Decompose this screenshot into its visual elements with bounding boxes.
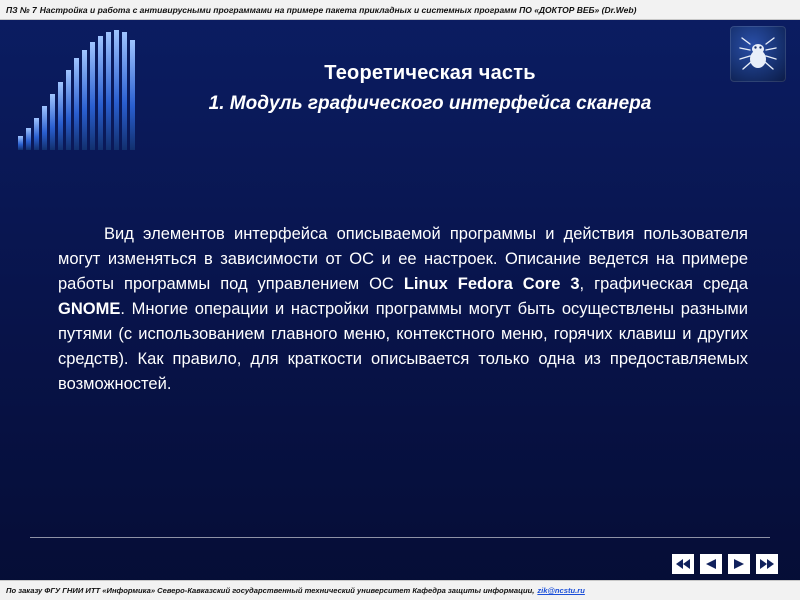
slide-navigation [672,554,778,574]
header-bar [0,0,800,20]
last-slide-button[interactable] [756,554,778,574]
footer-bar [0,580,800,600]
decorative-bar [26,128,31,150]
lesson-label: ПЗ № 7 [6,4,37,15]
decorative-bar [90,42,95,150]
first-slide-button[interactable] [672,554,694,574]
decorative-bar [50,94,55,150]
footer-text: По заказу ФГУ ГНИИ ИТТ «Информика» Северо-Кавказский государственный технический университет Кафедра защиты информации, [6,586,535,595]
body-env-name: GNOME [58,300,121,318]
decorative-bar [74,58,79,150]
decorative-bar [18,136,23,150]
next-slide-button[interactable] [728,554,750,574]
body-os-name: Linux Fedora Core 3 [403,275,580,293]
heading-line-1: Теоретическая часть [324,62,536,84]
decorative-bar [82,50,87,150]
body-part-1: Вид элементов интерфейса описываемой программы и действия пользователя могут изменяться в зависимости от ОС и ее настроек. Описание ведется на примере работы программы под управлением ОС [58,225,748,293]
decorative-bar [58,82,63,150]
slide-heading [120,62,740,115]
decorative-bar [42,106,47,150]
decorative-bar [114,30,119,150]
previous-slide-button[interactable] [700,554,722,574]
decorative-bar [66,70,71,150]
footer-email-link[interactable]: zik@ncstu.ru [537,586,585,595]
body-part-2: , графическая среда [579,275,748,293]
heading-line-2: 1. Модуль графического интерфейса сканера [208,93,652,114]
decorative-bar [98,36,103,150]
decorative-bar [106,32,111,150]
decorative-bar [34,118,39,150]
body-part-3: . Многие операции и настройки программы могут быть осуществлены разными путями (с использованием главного меню, контекстного меню, горячих клавиш и других средств). Как правило, для краткости описывается только одна из предоставляемых возможностей. [58,300,748,393]
divider [30,537,770,538]
body-paragraph [58,222,748,397]
header-title: Настройка и работа с антивирусными программами на примере пакета прикладных и системных программ ПО «ДОКТОР ВЕБ» (Dr.Web) [39,4,637,15]
